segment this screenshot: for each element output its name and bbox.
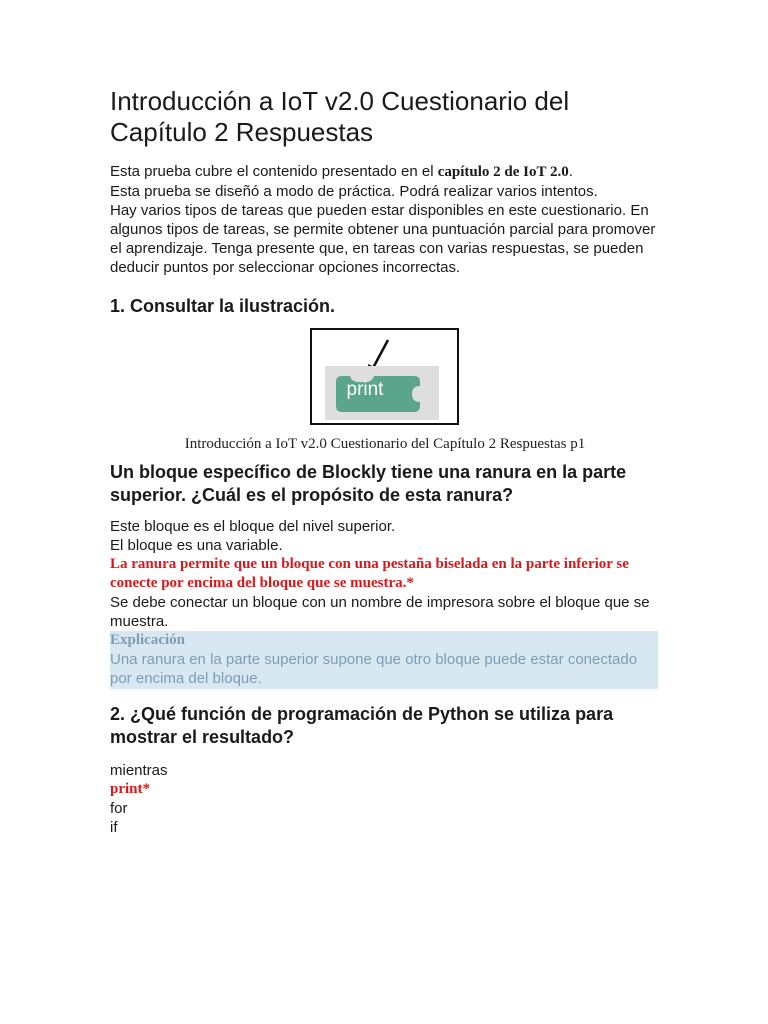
question-2-options: [110, 761, 660, 837]
print-block-label: print: [346, 379, 384, 400]
intro-line-1-text: Esta prueba cubre el contenido presentado en el: [110, 163, 438, 180]
document-page: [110, 86, 660, 837]
answer-option: Este bloque es el bloque del nivel superior.: [110, 518, 396, 535]
answer-option: if: [110, 819, 118, 836]
question-1-options: [110, 517, 660, 631]
explanation-title: Explicación: [110, 632, 186, 648]
explanation-text: Una ranura en la parte superior supone que otro bloque puede estar conectado por encima del bloque.: [110, 651, 638, 687]
question-1-text: Un bloque específico de Blockly tiene una ranura en la parte superior. ¿Cuál es el propósito de esta ranura?: [110, 462, 627, 505]
correct-answer-option: print*: [110, 781, 151, 797]
chapter-reference: capítulo 2 de IoT 2.0: [437, 164, 569, 180]
page-title: Introducción a IoT v2.0 Cuestionario del Capítulo 2 Respuestas: [110, 86, 570, 147]
answer-option: mientras: [110, 762, 168, 779]
question-2-text: 2. ¿Qué función de programación de Python se utiliza para mostrar el resultado?: [110, 704, 614, 747]
explanation-box: [110, 631, 658, 689]
intro-line-1: [110, 162, 660, 182]
answer-option: El bloque es una variable.: [110, 537, 283, 554]
intro-line-3: Hay varios tipos de tareas que pueden estar disponibles en este cuestionario. En algunos tipos de tareas, se permite obtener una puntuación parcial para promover el aprendizaje. Tenga presente que, en tareas con varias respuestas, se pueden deducir puntos por seleccionar opciones incorrectas.: [110, 202, 656, 276]
question-1-heading: 1. Consultar la ilustración.: [110, 296, 336, 316]
answer-option: for: [110, 800, 128, 817]
correct-answer-option: La ranura permite que un bloque con una pestaña biselada en la parte inferior se conecte por encima del bloque que se muestra.*: [110, 556, 629, 591]
intro-line-1-end: .: [568, 163, 573, 180]
intro-line-2: Esta prueba se diseñó a modo de práctica. Podrá realizar varios intentos.: [110, 183, 598, 200]
intro-section: [110, 162, 660, 277]
figure-caption: Introducción a IoT v2.0 Cuestionario del Capítulo 2 Respuestas p1: [184, 436, 586, 452]
answer-option: Se debe conectar un bloque con un nombre de impresora sobre el bloque que se muestra.: [110, 594, 650, 630]
figure: [110, 328, 660, 430]
figure-frame: [310, 328, 459, 425]
